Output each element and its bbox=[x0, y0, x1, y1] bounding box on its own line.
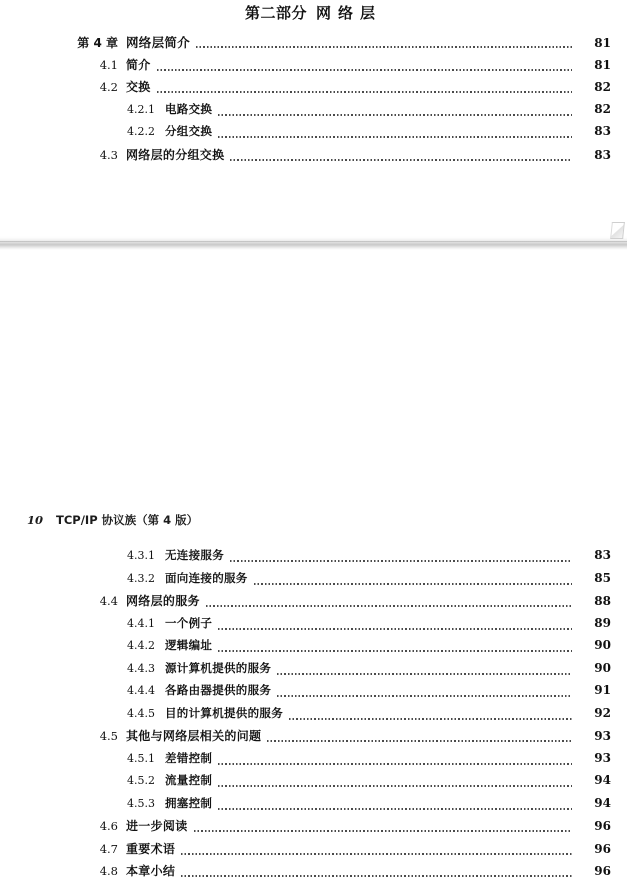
toc-leader-dots bbox=[218, 642, 572, 654]
toc-leader-dots bbox=[157, 83, 572, 95]
toc-entry[interactable] bbox=[0, 637, 627, 660]
toc-entry-title: 源计算机提供的服务 bbox=[165, 660, 272, 675]
toc-entry[interactable] bbox=[0, 615, 627, 638]
toc-entry[interactable] bbox=[0, 146, 627, 169]
toc-entry-title: 流量控制 bbox=[165, 773, 213, 787]
toc-entry-page-number: 83 bbox=[594, 548, 611, 562]
scanned-page-upper bbox=[0, 0, 627, 238]
toc-entry-number: 4.6 bbox=[99, 819, 118, 833]
toc-entry[interactable] bbox=[0, 570, 627, 593]
toc-entry-number: 4.4.1 bbox=[127, 616, 155, 630]
toc-entry[interactable] bbox=[0, 840, 627, 863]
page-separator-line bbox=[0, 241, 627, 242]
toc-leader-dots bbox=[277, 665, 572, 677]
toc-leader-dots bbox=[206, 597, 572, 609]
toc-entry-number: 4.7 bbox=[99, 841, 118, 856]
toc-entry-page-number: 89 bbox=[594, 615, 611, 630]
toc-entry-number: 4.5.1 bbox=[127, 751, 155, 765]
toc-entry[interactable] bbox=[0, 727, 627, 750]
toc-entry-title: 拥塞控制 bbox=[165, 795, 213, 810]
toc-entry-page-number: 96 bbox=[594, 864, 611, 878]
toc-entry-number: 4.3.2 bbox=[127, 571, 155, 585]
toc-entry[interactable] bbox=[0, 862, 627, 885]
toc-entry[interactable] bbox=[0, 817, 627, 840]
toc-entry-page-number: 83 bbox=[594, 124, 611, 138]
toc-entry[interactable] bbox=[0, 33, 627, 56]
toc-entry-page-number: 96 bbox=[594, 841, 611, 856]
toc-entry-page-number: 93 bbox=[594, 750, 611, 765]
toc-entry[interactable] bbox=[0, 795, 627, 818]
scanned-page-lower bbox=[0, 250, 627, 878]
toc-entry[interactable] bbox=[0, 101, 627, 124]
toc-entry-title: 电路交换 bbox=[165, 101, 213, 116]
toc-entry-page-number: 91 bbox=[594, 683, 611, 697]
part-title-subject: 网络层 bbox=[316, 4, 383, 22]
page-curl-artifact bbox=[610, 222, 625, 239]
toc-leader-dots bbox=[218, 777, 572, 789]
toc-entry[interactable] bbox=[0, 705, 627, 728]
toc-entry[interactable] bbox=[0, 547, 627, 570]
toc-entry-page-number: 90 bbox=[594, 638, 611, 652]
toc-entry-number: 4.5.3 bbox=[127, 796, 155, 810]
toc-entry-title: 一个例子 bbox=[165, 615, 213, 630]
toc-entry-title: 网络层的服务 bbox=[126, 594, 200, 608]
running-head bbox=[27, 512, 198, 528]
toc-entry-page-number: 90 bbox=[594, 660, 611, 675]
toc-entry-title: 分组交换 bbox=[165, 124, 213, 138]
toc-entry[interactable] bbox=[0, 682, 627, 705]
part-title bbox=[0, 2, 627, 23]
toc-leader-dots bbox=[267, 732, 572, 744]
toc-entry-number: 4.3 bbox=[99, 147, 118, 162]
toc-leader-dots bbox=[218, 106, 572, 118]
toc-leader-dots bbox=[181, 867, 572, 879]
toc-entry[interactable] bbox=[0, 78, 627, 101]
toc-entry-title: 无连接服务 bbox=[165, 548, 224, 562]
toc-leader-dots bbox=[218, 755, 572, 767]
page-folio-number: 10 bbox=[27, 513, 44, 527]
toc-entry-page-number: 83 bbox=[594, 147, 611, 162]
toc-entry-title: 面向连接的服务 bbox=[165, 570, 248, 585]
toc-entry-title: 其他与网络层相关的问题 bbox=[126, 729, 262, 743]
toc-entry-title: 简介 bbox=[126, 57, 151, 72]
toc-entry-title: 交换 bbox=[126, 80, 151, 94]
page-separator bbox=[0, 236, 627, 250]
toc-entry-title: 各路由器提供的服务 bbox=[165, 683, 272, 697]
toc-entry-title: 网络层简介 bbox=[126, 35, 191, 50]
toc-leader-dots bbox=[230, 151, 572, 163]
toc-entry-number: 4.4.5 bbox=[127, 706, 155, 720]
toc-entry-number: 第 4 章 bbox=[77, 36, 118, 50]
toc-entry-page-number: 96 bbox=[594, 819, 611, 833]
toc-leader-dots bbox=[218, 800, 572, 812]
toc-entry-number: 4.8 bbox=[99, 864, 118, 878]
toc-leader-dots bbox=[289, 710, 572, 722]
part-title-main: 第二部分 bbox=[244, 4, 307, 22]
toc-entry[interactable] bbox=[0, 660, 627, 683]
toc-entry-number: 4.2 bbox=[99, 80, 118, 94]
toc-leader-dots bbox=[194, 822, 572, 834]
toc-entry[interactable] bbox=[0, 56, 627, 79]
toc-entry-number: 4.3.1 bbox=[127, 549, 155, 562]
toc-entry-page-number: 92 bbox=[594, 705, 611, 720]
toc-entry-page-number: 81 bbox=[594, 36, 611, 50]
toc-entry-page-number: 85 bbox=[594, 570, 611, 585]
toc-entry-page-number: 81 bbox=[594, 57, 611, 72]
toc-leader-dots bbox=[181, 845, 572, 857]
toc-entry-page-number: 93 bbox=[594, 729, 611, 743]
toc-entry-number: 4.1 bbox=[99, 57, 118, 72]
toc-entry-title: 重要术语 bbox=[126, 841, 176, 856]
toc-entry-page-number: 94 bbox=[594, 773, 611, 787]
toc-entry-number: 4.4.2 bbox=[127, 639, 155, 652]
toc-entry-number: 4.5 bbox=[99, 729, 118, 743]
toc-entry-title: 目的计算机提供的服务 bbox=[165, 705, 283, 720]
toc-entry-page-number: 88 bbox=[594, 594, 611, 608]
toc-entry-number: 4.2.2 bbox=[127, 125, 155, 138]
toc-entry-page-number: 82 bbox=[594, 80, 611, 94]
toc-entry-title: 网络层的分组交换 bbox=[126, 147, 225, 162]
running-head-book-title: TCP/IP 协议族（第 4 版） bbox=[56, 513, 199, 527]
toc-entry-title: 逻辑编址 bbox=[165, 638, 213, 652]
toc-list-lower bbox=[0, 547, 627, 885]
toc-entry-page-number: 82 bbox=[594, 101, 611, 116]
toc-list-upper bbox=[0, 33, 627, 168]
toc-entry-number: 4.4 bbox=[99, 594, 118, 608]
toc-entry[interactable] bbox=[0, 772, 627, 795]
toc-entry[interactable] bbox=[0, 123, 627, 146]
toc-entry-number: 4.5.2 bbox=[127, 774, 155, 787]
toc-leader-dots bbox=[218, 620, 572, 632]
toc-entry-number: 4.4.3 bbox=[127, 661, 155, 675]
toc-leader-dots bbox=[218, 128, 572, 140]
toc-leader-dots bbox=[254, 575, 572, 587]
toc-entry[interactable] bbox=[0, 592, 627, 615]
toc-entry-title: 进一步阅读 bbox=[126, 819, 188, 833]
toc-leader-dots bbox=[157, 61, 572, 73]
toc-entry-page-number: 94 bbox=[594, 795, 611, 810]
toc-entry[interactable] bbox=[0, 750, 627, 773]
toc-entry-number: 4.4.4 bbox=[127, 684, 155, 697]
toc-entry-number: 4.2.1 bbox=[127, 102, 155, 116]
toc-entry-title: 本章小结 bbox=[126, 864, 176, 878]
toc-entry-title: 差错控制 bbox=[165, 750, 213, 765]
toc-leader-dots bbox=[277, 687, 572, 699]
toc-leader-dots bbox=[230, 552, 572, 564]
toc-leader-dots bbox=[196, 38, 572, 50]
